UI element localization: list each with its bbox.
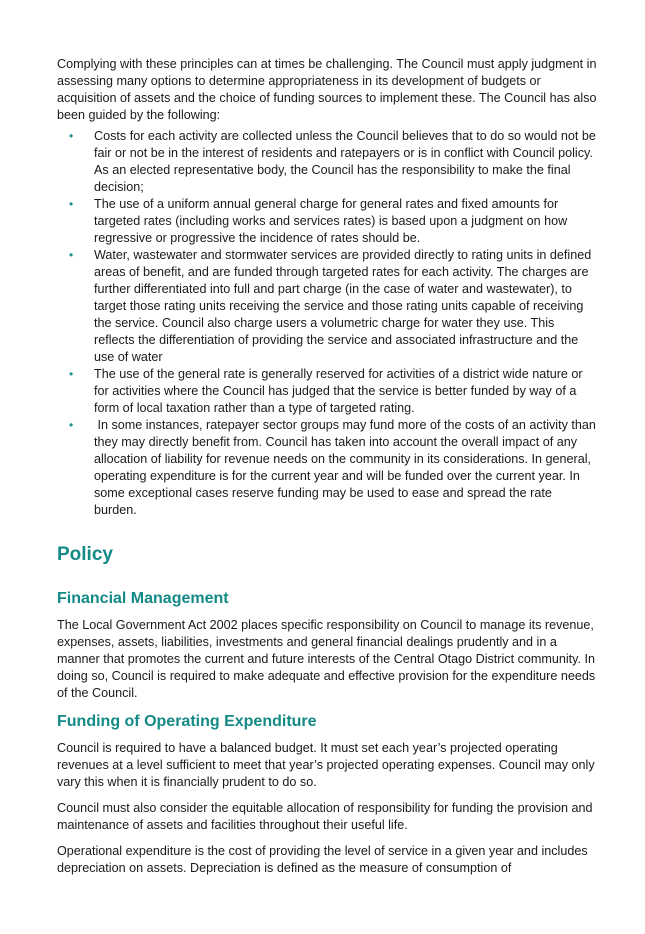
- guidance-bullet-list: [57, 128, 600, 519]
- funding-paragraph-operational-expenditure: Operational expenditure is the cost of providing the level of service in a given year and includes depreciation on assets. Depreciation is defined as the measure of consumption of: [57, 844, 588, 875]
- bullet-icon: •: [69, 129, 74, 143]
- list-item: [57, 417, 600, 519]
- list-item: [57, 247, 597, 366]
- document-page: [57, 56, 600, 877]
- list-item-text: Costs for each activity are collected unless the Council believes that to do so would not be fair or not be in the interest of residents and ratepayers or is in conflict with Council policy. As an elected representative body, the Council has the responsibility to make the final decision;: [94, 129, 596, 194]
- bullet-icon: •: [69, 248, 74, 262]
- funding-paragraph-balanced-budget: Council is required to have a balanced budget. It must set each year’s projected operating revenues at a level sufficient to meet that year’s projected operating expenses. Council may only vary this when it is financially prudent to do so.: [57, 741, 595, 789]
- bullet-icon: •: [69, 197, 74, 211]
- list-item-text: Water, wastewater and stormwater services are provided directly to rating units in defined areas of benefit, and are funded through targeted rates for each activity. The charges are further differentiated into full and part charge (in the case of water and wastewater), to target those rating units receiving the service and those rating units capable of receiving the service. Council also charge users a volumetric charge for water they use. This reflects the differentiation of providing the service and associated infrastructure and the use of water: [94, 248, 592, 364]
- list-item: [57, 366, 597, 417]
- bullet-icon: •: [69, 418, 74, 432]
- bullet-icon: •: [69, 367, 74, 381]
- funding-paragraph-equitable-allocation: Council must also consider the equitable allocation of responsibility for funding the provision and maintenance of assets and facilities throughout their useful life.: [57, 801, 593, 832]
- list-item-text: The use of the general rate is generally reserved for activities of a district wide nature or for activities where the Council has judged that the service is better funded by way of a form of local taxation rather than a type of targeted rating.: [94, 367, 583, 415]
- list-item-text: In some instances, ratepayer sector groups may fund more of the costs of an activity than they may directly benefit from. Council has taken into account the overall impact of any allocation of liability for revenue needs on the community in its considerations. In general, operating expenditure is for the current year and will be funded over the current year. In some exceptional cases reserve funding may be used to ease and spread the rate burden.: [94, 418, 600, 517]
- policy-heading: Policy: [57, 544, 113, 565]
- financial-management-heading: Financial Management: [57, 590, 229, 607]
- list-item-text: The use of a uniform annual general charge for general rates and fixed amounts for targeted rates (including works and services rates) is based upon a judgment on how regressive or progressive the incidence of rates should be.: [94, 197, 568, 245]
- intro-paragraph: Complying with these principles can at times be challenging. The Council must apply judgment in assessing many options to determine appropriateness in its development of budgets or acquisition of assets and the choice of funding sources to implement these. The Council has also been guided by the following:: [57, 57, 597, 122]
- list-item: [57, 128, 597, 196]
- financial-management-paragraph: The Local Government Act 2002 places specific responsibility on Council to manage its revenue, expenses, assets, liabilities, investments and general financial dealings prudently and in a manner that promotes the current and future interests of the Central Otago District community. In doing so, Council is required to make adequate and effective provision for the expenditure needs of the Council.: [57, 618, 596, 700]
- funding-operating-expenditure-heading: Funding of Operating Expenditure: [57, 713, 317, 730]
- list-item: [57, 196, 597, 247]
